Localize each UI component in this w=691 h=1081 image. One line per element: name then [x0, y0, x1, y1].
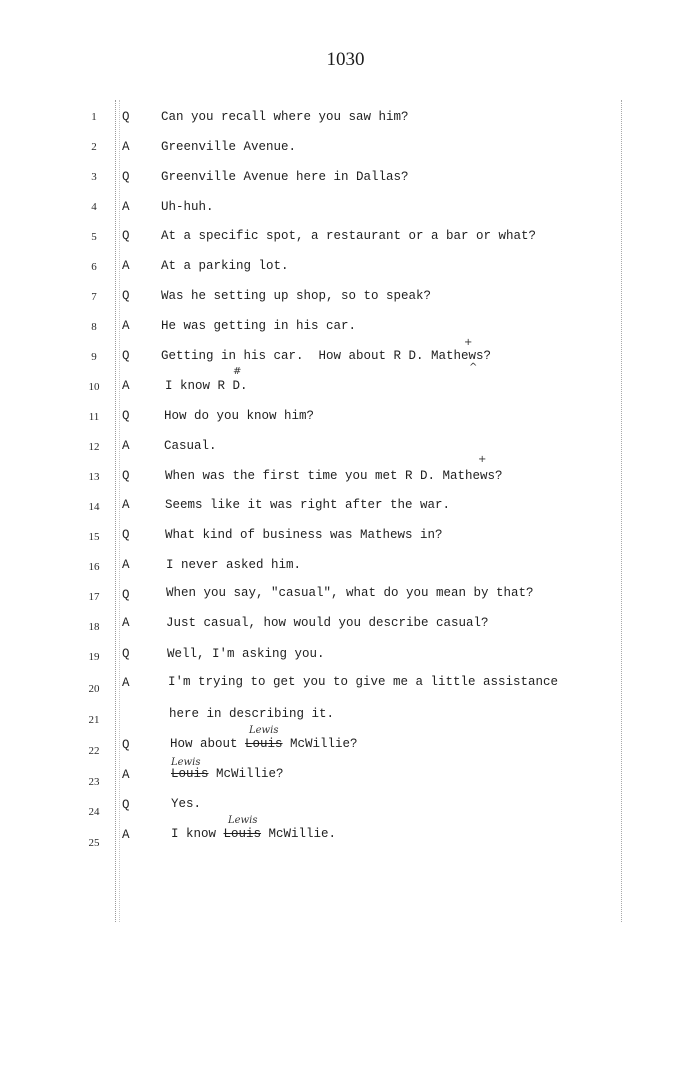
- plus-annotation: +: [478, 454, 487, 465]
- left-margin-rule: [115, 100, 116, 922]
- transcript-text: I'm trying to get you to give me a little assistance: [168, 675, 559, 689]
- speaker-label: A: [122, 768, 130, 782]
- speaker-label: A: [122, 319, 130, 333]
- speaker-label: Q: [122, 349, 130, 363]
- speaker-label: A: [122, 259, 130, 273]
- page-number: 1030: [326, 49, 365, 70]
- line-number: 24: [88, 806, 100, 818]
- handwritten-correction: Lewis: [228, 815, 258, 826]
- text-segment: McWillie?: [208, 767, 284, 781]
- handwritten-correction: Lewis: [249, 725, 279, 736]
- line-number: 18: [88, 621, 100, 633]
- line-number: 11: [88, 411, 100, 423]
- transcript-text: What kind of business was Mathews in?: [165, 528, 443, 542]
- transcript-text: here in describing it.: [169, 707, 335, 721]
- transcript-text: I never asked him.: [166, 558, 302, 572]
- line-number: 12: [88, 441, 100, 453]
- transcript-text: When you say, "casual", what do you mean by that?: [166, 586, 534, 600]
- right-margin-rule: [621, 100, 622, 922]
- transcript-text: Well, I'm asking you.: [167, 647, 325, 661]
- line-number: 15: [88, 531, 100, 543]
- struck-text: Louis: [245, 737, 283, 751]
- line-number: 10: [88, 381, 100, 393]
- transcript-text: Yes.: [171, 797, 202, 811]
- line-number: 22: [88, 745, 100, 757]
- caret-annotation: ^: [469, 362, 478, 373]
- speaker-label: Q: [122, 469, 130, 483]
- speaker-label: Q: [122, 229, 130, 243]
- speaker-label: Q: [122, 170, 130, 184]
- transcript-text: I know R D.: [165, 379, 248, 393]
- speaker-label: Q: [122, 738, 130, 752]
- transcript-text: Getting in his car. How about R D. Mathews?: [161, 349, 492, 363]
- speaker-label: Q: [122, 409, 130, 423]
- line-number: 14: [88, 501, 100, 513]
- line-number: 23: [88, 776, 100, 788]
- line-number: 21: [88, 714, 100, 726]
- plus-annotation: +: [464, 337, 473, 348]
- line-number: 19: [88, 651, 100, 663]
- line-number: 6: [91, 261, 97, 273]
- speaker-label: Q: [122, 528, 130, 542]
- line-number: 4: [91, 201, 97, 213]
- speaker-label: A: [122, 558, 130, 572]
- transcript-text: Casual.: [164, 439, 217, 453]
- transcript-text: When was the first time you met R D. Mathews?: [165, 469, 503, 483]
- text-segment: I know: [171, 827, 224, 841]
- line-number: 16: [88, 561, 100, 573]
- text-segment: McWillie.: [261, 827, 337, 841]
- transcript-text: He was getting in his car.: [161, 319, 357, 333]
- left-margin-rule-inner: [119, 100, 120, 922]
- line-number: 5: [91, 231, 97, 243]
- struck-text: Louis: [223, 827, 262, 841]
- speaker-label: A: [122, 140, 130, 154]
- struck-text: Louis: [171, 767, 209, 781]
- handwritten-correction: Lewis: [171, 757, 201, 768]
- text-segment: McWillie?: [282, 737, 358, 751]
- transcript-text: Seems like it was right after the war.: [165, 498, 451, 512]
- speaker-label: Q: [122, 289, 130, 303]
- line-number: 2: [91, 141, 97, 153]
- transcript-text: Was he setting up shop, so to speak?: [161, 289, 432, 303]
- transcript-text: At a parking lot.: [161, 259, 289, 273]
- speaker-label: A: [122, 439, 130, 453]
- speaker-label: A: [122, 200, 130, 214]
- speaker-label: A: [122, 498, 130, 512]
- line-number: 13: [88, 471, 100, 483]
- line-number: 20: [88, 683, 100, 695]
- line-number: 3: [91, 171, 97, 183]
- speaker-label: Q: [122, 110, 130, 124]
- transcript-text: Greenville Avenue here in Dallas?: [161, 170, 409, 184]
- line-number: 9: [91, 351, 97, 363]
- transcript-text: How do you know him?: [164, 409, 315, 423]
- line-number: 1: [91, 111, 97, 123]
- line-number: 8: [91, 321, 97, 333]
- transcript-text: [171, 827, 336, 841]
- transcript-text: Just casual, how would you describe casual?: [166, 616, 489, 630]
- speaker-label: A: [122, 828, 130, 842]
- transcript-text: At a specific spot, a restaurant or a bar or what?: [161, 229, 537, 243]
- speaker-label: A: [122, 676, 130, 690]
- speaker-label: Q: [122, 588, 130, 602]
- line-number: 7: [91, 291, 97, 303]
- transcript-text: Uh-huh.: [161, 200, 214, 214]
- hash-annotation: #: [233, 366, 242, 377]
- transcript-text: Can you recall where you saw him?: [161, 110, 409, 124]
- speaker-label: Q: [122, 647, 130, 661]
- speaker-label: A: [122, 616, 130, 630]
- speaker-label: Q: [122, 798, 130, 812]
- line-number: 17: [88, 591, 100, 603]
- line-number: 25: [88, 837, 100, 849]
- transcript-text: Greenville Avenue.: [161, 140, 297, 154]
- transcript-text: [171, 767, 284, 781]
- speaker-label: A: [122, 379, 130, 393]
- text-segment: How about: [170, 737, 246, 751]
- transcript-text: [170, 737, 358, 751]
